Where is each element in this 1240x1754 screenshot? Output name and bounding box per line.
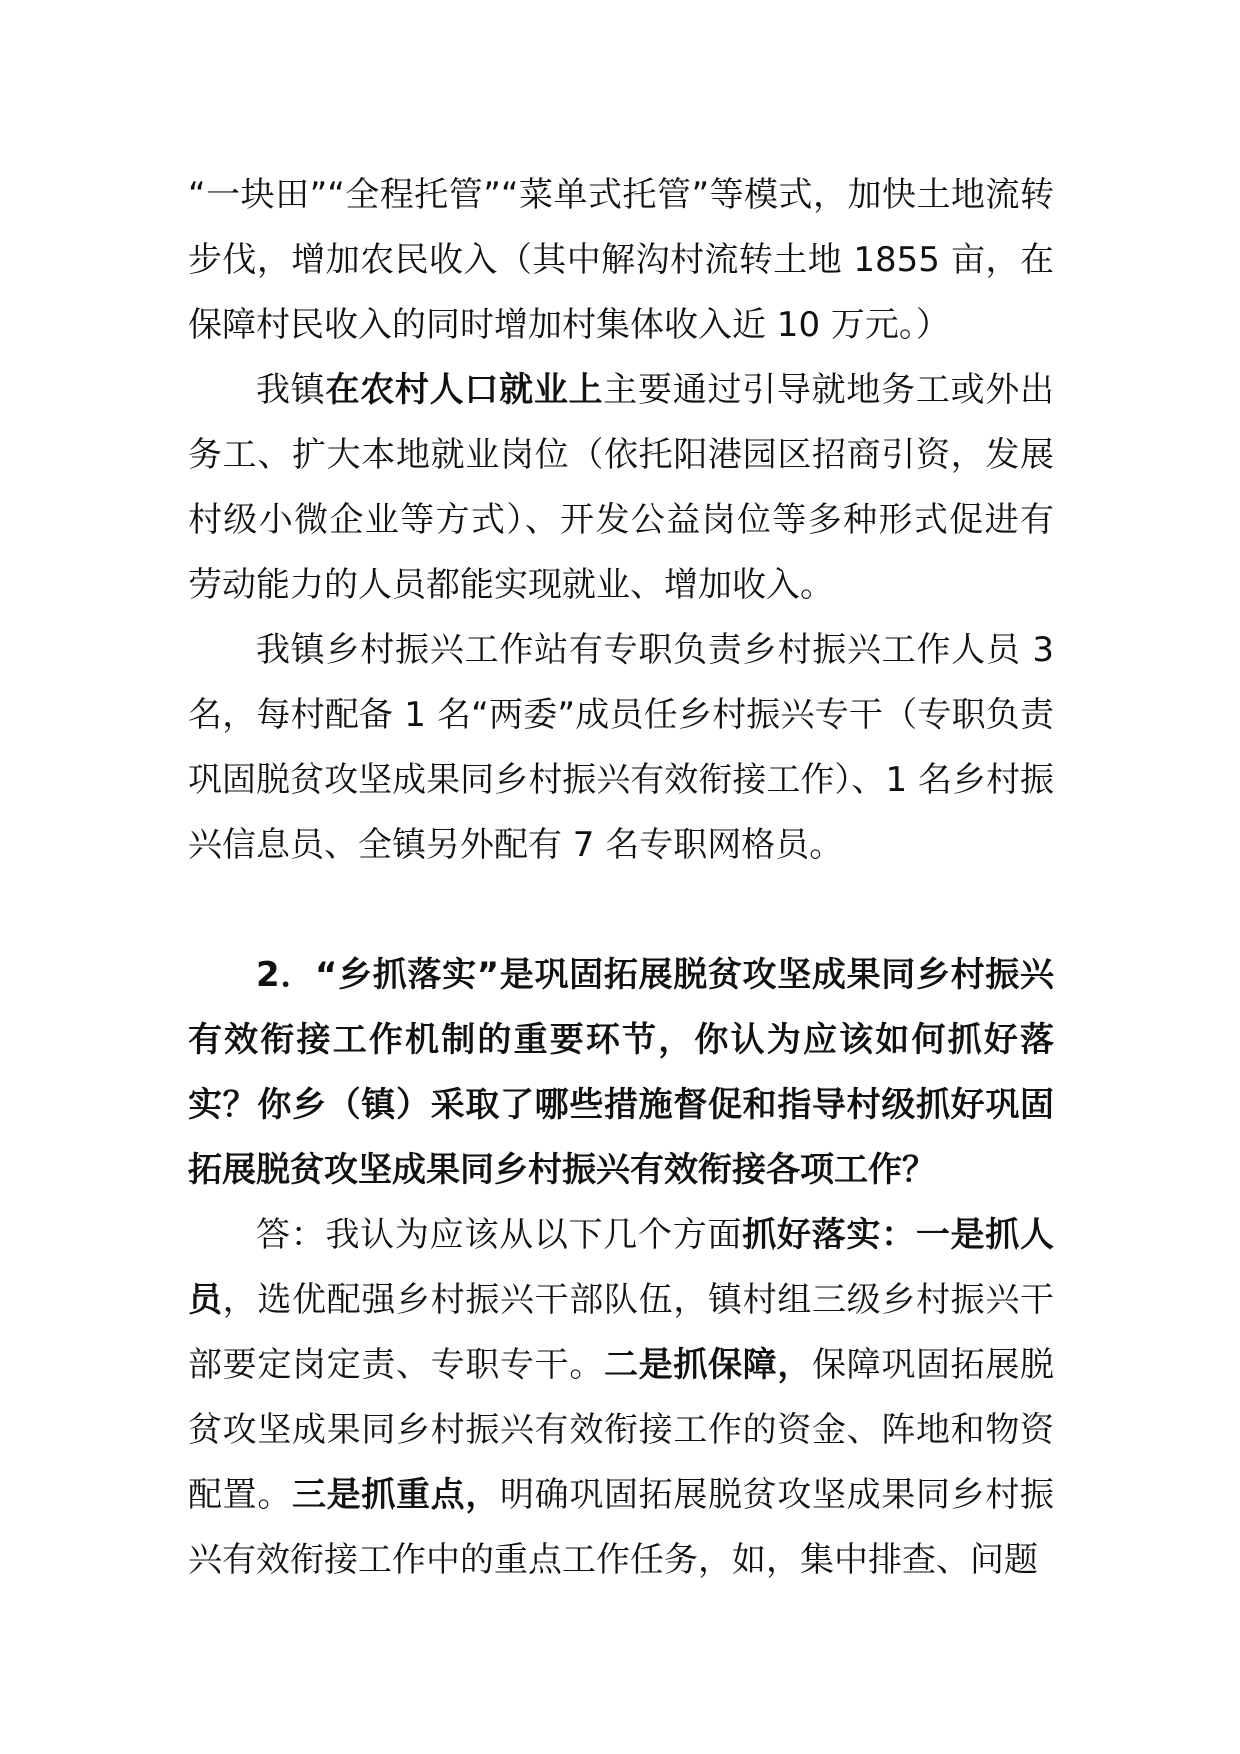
- document-body: [188, 163, 1054, 1593]
- paragraph-answer: [188, 1203, 1054, 1593]
- paragraph-land-transfer: “一块田”“全程托管”“菜单式托管”等模式，加快土地流转步伐，增加农民收入（其中解沟村流转土地 1855 亩，在保障村民收入的同时增加村集体收入近 10 万元。）: [188, 175, 1054, 345]
- answer-text-4: 明确巩固拓展脱贫攻坚成果同乡村振兴有效衔接工作中的重点工作任务，如，集中排查、问题: [188, 1475, 1054, 1580]
- answer-bold-3: 三是抓重点，: [292, 1475, 500, 1515]
- answer-text-2: ，选优配强乡村振兴干部队伍，镇村组三级乡村振兴干部要定岗定责、专职专干。: [188, 1280, 1055, 1385]
- paragraph-staffing: 我镇乡村振兴工作站有专职负责乡村振兴工作人员 3 名，每村配备 1 名“两委”成员任乡村振兴专干（专职负责巩固脱贫攻坚成果同乡村振兴有效衔接工作）、1 名乡村振兴信息员、全镇另外配有 7 名专职网格员。: [188, 630, 1054, 865]
- answer-bold-1: 抓好落实：一是抓人员: [188, 1215, 1055, 1320]
- answer-text-1: 答：我认为应该从以下几个方面: [256, 1215, 743, 1255]
- answer-text-3: 保障巩固拓展脱贫攻坚成果同乡村振兴有效衔接工作的资金、阵地和物资配置。: [188, 1345, 1054, 1515]
- paragraph-employment: [188, 358, 1054, 618]
- employment-bold-text: 在农村人口就业上: [325, 370, 604, 410]
- answer-bold-2: 二是抓保障，: [604, 1345, 812, 1385]
- question-heading: 2．“乡抓落实”是巩固拓展脱贫攻坚成果同乡村振兴有效衔接工作机制的重要环节，你认为应该如何抓好落实？你乡（镇）采取了哪些措施督促和指导村级抓好巩固拓展脱贫攻坚成果同乡村振兴有效衔接各项工作？: [188, 955, 1054, 1190]
- employment-rest-text: 主要通过引导就地务工或外出务工、扩大本地就业岗位（依托阳港园区招商引资，发展村级小微企业等方式）、开发公益岗位等多种形式促进有劳动能力的人员都能实现就业、增加收入。: [188, 370, 1055, 605]
- employment-lead-text: 我镇: [256, 370, 326, 410]
